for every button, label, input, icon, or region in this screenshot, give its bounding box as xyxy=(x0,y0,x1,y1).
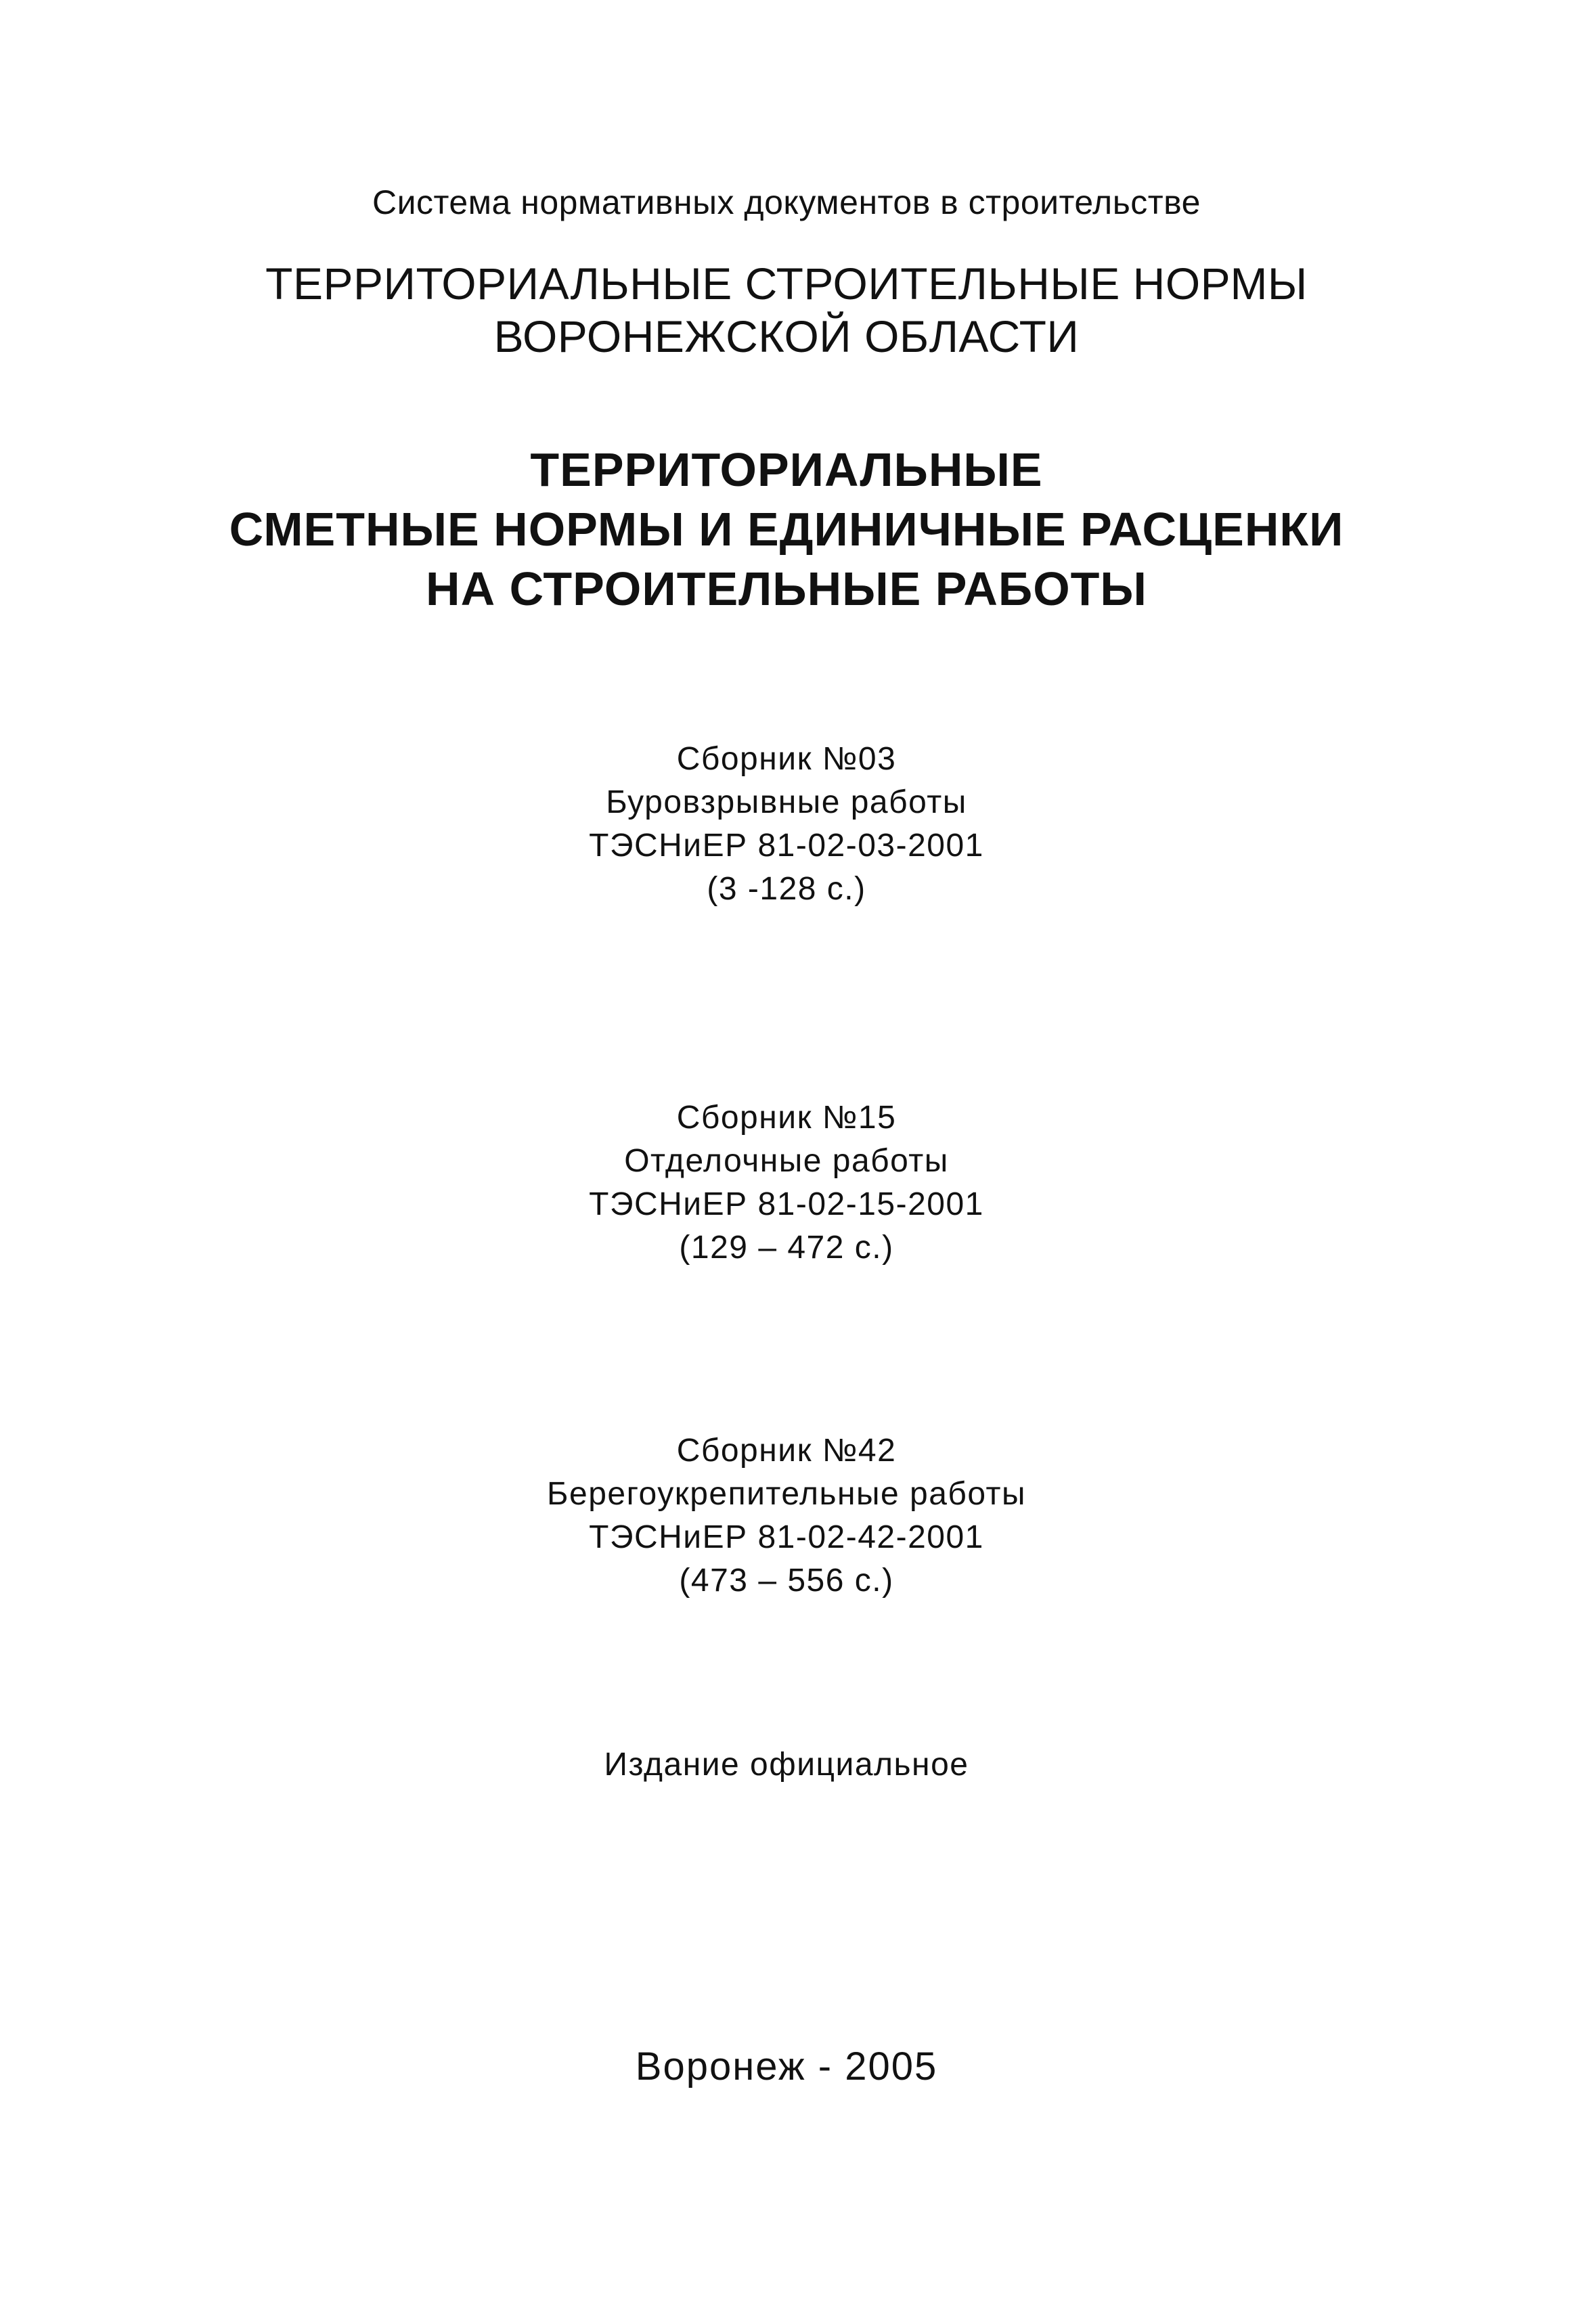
document-series: Система нормативных документов в строительстве xyxy=(372,183,1201,221)
collection-name: Отделочные работы xyxy=(624,1143,949,1179)
collection-pages: (3 -128 с.) xyxy=(707,871,866,907)
collection-block xyxy=(0,1096,1573,1270)
norms-title-line-2: ВОРОНЕЖСКОЙ ОБЛАСТИ xyxy=(493,311,1080,361)
collection-block xyxy=(0,1429,1573,1603)
collection-number: Сборник №03 xyxy=(676,741,897,777)
collection-pages: (473 – 556 с.) xyxy=(679,1563,894,1599)
city-year: Воронеж - 2005 xyxy=(635,2044,938,2088)
collection-code: ТЭСНиЕР 81-02-15-2001 xyxy=(589,1186,984,1222)
edition-note: Издание официальное xyxy=(604,1747,969,1783)
collection-code: ТЭСНиЕР 81-02-03-2001 xyxy=(589,828,984,864)
collection-pages: (129 – 472 с.) xyxy=(679,1230,894,1266)
collection-name: Берегоукрепительные работы xyxy=(547,1476,1026,1512)
collection-number: Сборник №15 xyxy=(676,1100,897,1136)
collection-name: Буровзрывные работы xyxy=(606,784,967,820)
main-title-line-3: НА СТРОИТЕЛЬНЫЕ РАБОТЫ xyxy=(426,562,1147,615)
collection-block xyxy=(0,738,1573,911)
collection-number: Сборник №42 xyxy=(676,1433,897,1469)
collection-code: ТЭСНиЕР 81-02-42-2001 xyxy=(589,1519,984,1555)
main-title-line-1: ТЕРРИТОРИАЛЬНЫЕ xyxy=(530,443,1043,496)
norms-title-line-1: ТЕРРИТОРИАЛЬНЫЕ СТРОИТЕЛЬНЫЕ НОРМЫ xyxy=(265,259,1308,309)
main-title-line-2: СМЕТНЫЕ НОРМЫ И ЕДИНИЧНЫЕ РАСЦЕНКИ xyxy=(229,503,1344,556)
